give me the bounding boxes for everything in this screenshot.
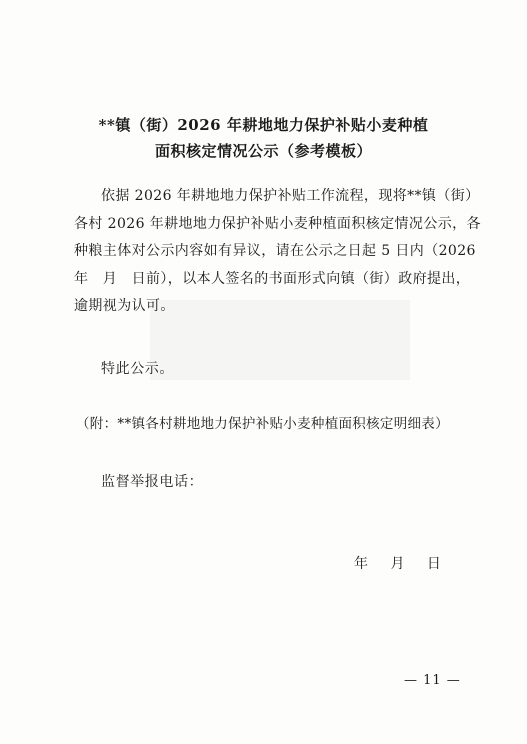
document-title-line-2: 面积核定情况公示（参考模板）: [154, 142, 372, 160]
paragraph-line: 逾期视为认可。: [74, 298, 175, 314]
supervision-phone-label: 监督举报电话：: [101, 474, 204, 490]
attachment-note: （附：**镇各村耕地地力保护补贴小麦种植面积核定明细表）: [76, 416, 449, 432]
body-paragraph: [74, 183, 481, 321]
page-number: — 11 —: [404, 673, 461, 688]
date-line: 年 月 日: [354, 556, 441, 572]
paragraph-line: 各村 2026 年耕地地力保护补贴小麦种植面积核定情况公示，各: [74, 215, 481, 232]
closing-statement: 特此公示。: [101, 361, 174, 377]
paragraph-line: 依据 2026 年耕地地力保护补贴工作流程，现将**镇（街）: [101, 188, 480, 204]
paragraph-line: 种粮主体对公示内容如有异议，请在公示之日起 5 日内（2026: [74, 243, 476, 259]
document-title-line-1: **镇（街）2026 年耕地地力保护补贴小麦种植: [98, 116, 429, 134]
paragraph-line: 年 月 日前），以本人签名的书面形式向镇（街）政府提出，: [74, 270, 471, 287]
